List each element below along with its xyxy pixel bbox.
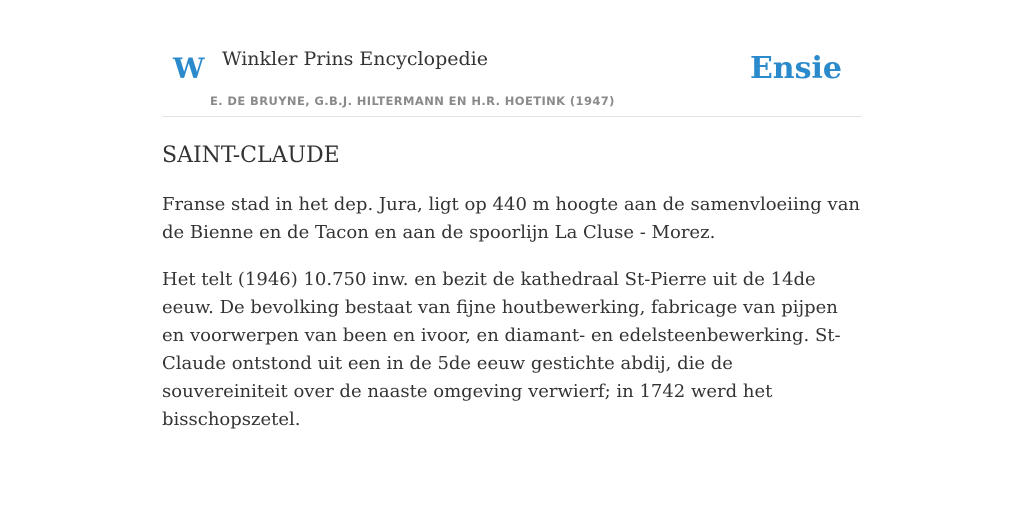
entry-title: SAINT-CLAUDE — [162, 143, 340, 168]
source-title-link[interactable]: Winkler Prins Encyclopedie — [222, 48, 488, 70]
encyclopedia-header — [162, 0, 862, 117]
winkler-prins-logo[interactable]: W — [173, 52, 205, 85]
page — [162, 0, 862, 434]
source-authors: E. DE BRUYNE, G.B.J. HILTERMANN EN H.R. HOETINK (1947) — [210, 94, 615, 108]
ensie-logo-link[interactable]: Ensie — [749, 51, 842, 86]
entry-paragraph: Franse stad in het dep. Jura, ligt op 440 m hoogte aan de samenvloeiing van de Bienne en de Tacon en aan de spoorlijn La Cluse - Morez. — [162, 194, 861, 243]
entry-paragraph: Het telt (1946) 10.750 inw. en bezit de kathedraal St-Pierre uit de 14de eeuw. De bevolking bestaat van fijne houtbewerking, fabricage van pijpen en voorwerpen van been en ivoor, en diamant- en edelsteenbewerking. St-Claude ontstond uit een in de 5de eeuw gestichte abdij, die de souvereiniteit over de naaste omgeving verwierf; in 1742 werd het bisschopszetel. — [162, 269, 841, 430]
